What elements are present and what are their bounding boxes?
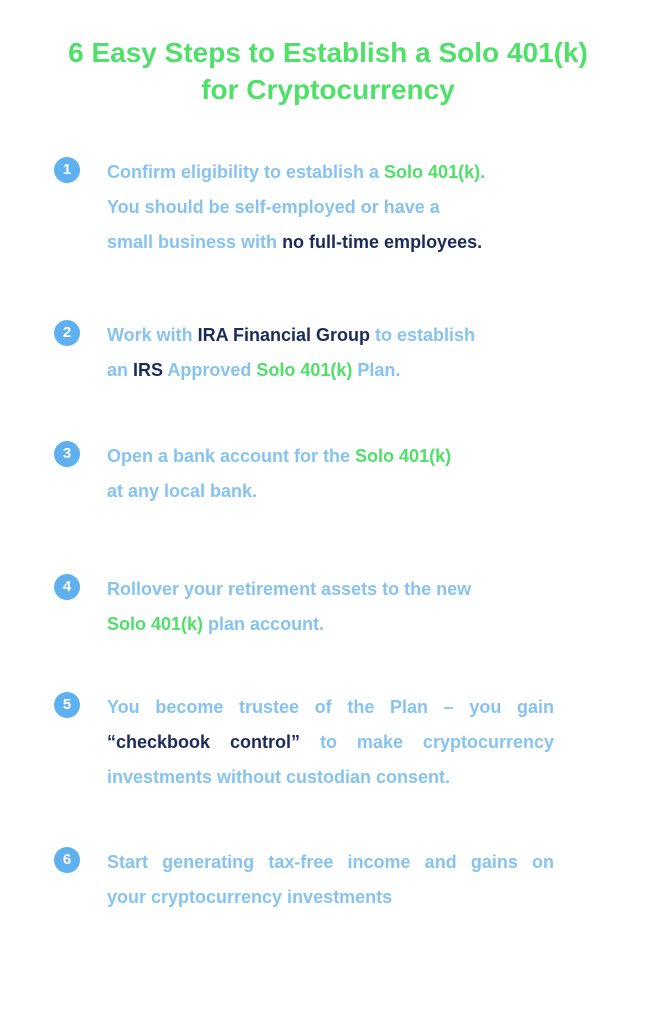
step-text [107,845,554,915]
text-segment: small business with [107,232,283,252]
highlight-solo-401k: Solo 401(k) [107,614,204,634]
highlight-solo-401k: Solo 401(k) [355,446,452,466]
emphasis-ira-financial-group: IRA Financial Group [197,325,371,345]
title-line-2: for Cryptocurrency [201,74,455,105]
step-text-line: You become trustee of the Plan – you gain [107,697,554,717]
step-text-line: Start generating tax-free income and gains on [107,852,554,872]
step-text [107,318,554,388]
step-number-badge: 3 [54,441,80,467]
text-segment: plan account. [203,614,325,634]
step-text-line [107,155,554,190]
step-text [107,690,554,795]
step-text-line [107,318,554,353]
step-text-line: investments without custodian consent. [107,767,451,787]
step-number-badge: 4 [54,574,80,600]
step-text-line [107,725,554,760]
text-segment: to make cryptocurrency [300,732,554,752]
step-text-line [107,607,554,642]
step-text-line [107,353,554,388]
text-segment: Approved [163,360,257,380]
step-number-badge: 1 [54,157,80,183]
step-text [107,155,554,260]
step-number-badge: 6 [54,847,80,873]
emphasis-checkbook-control: “checkbook control” [107,732,300,752]
text-segment: Open a bank account for the [107,446,356,466]
step-text [107,572,554,642]
text-segment: an [107,360,134,380]
step-text-line [107,225,554,260]
text-segment: Plan. [352,360,401,380]
step-text-line: Rollover your retirement assets to the new [107,579,472,599]
title-line-1: 6 Easy Steps to Establish a Solo 401(k) [68,37,588,68]
step-text-line: at any local bank. [107,481,258,501]
text-segment: to establish [370,325,476,345]
text-segment: Work with [107,325,198,345]
page-title [0,34,656,108]
step-number-badge: 2 [54,320,80,346]
step-text [107,439,554,509]
step-text-line [107,439,554,474]
emphasis-irs: IRS [133,360,164,380]
step-text-line: You should be self-employed or have a [107,197,440,217]
step-number-badge: 5 [54,692,80,718]
highlight-solo-401k: Solo 401(k) [256,360,353,380]
text-segment: Confirm eligibility to establish a [107,162,385,182]
highlight-solo-401k: Solo 401(k). [384,162,486,182]
step-text-line: your cryptocurrency investments [107,887,393,907]
emphasis-no-employees: no full-time employees. [282,232,483,252]
